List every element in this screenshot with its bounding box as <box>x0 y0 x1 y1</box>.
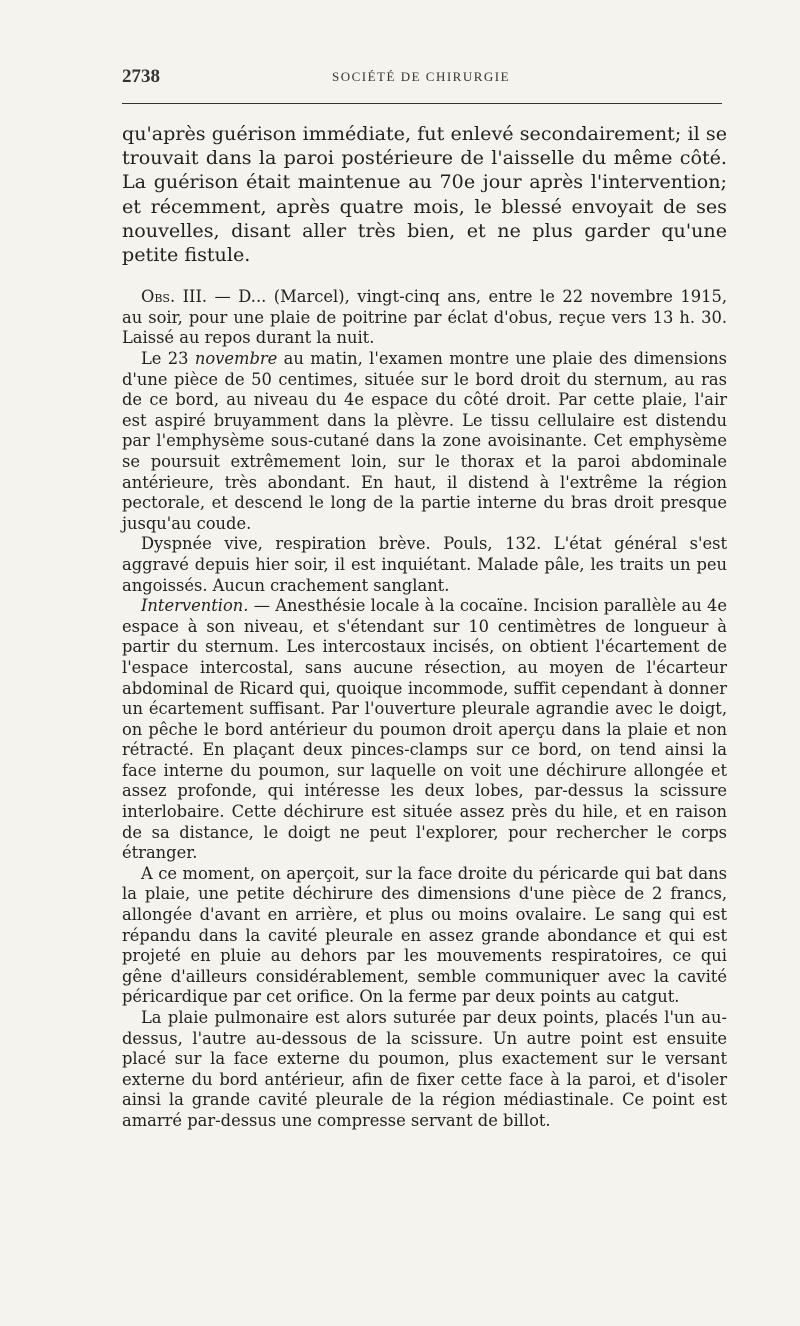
paragraph-4: Dyspnée vive, respiration brève. Pouls, 132. L'état général s'est aggravé depuis hier soir, il est inquiétant. Malade pâle, les traits un peu angoissés. Aucun crachement sanglant. <box>122 534 727 595</box>
paragraph-6: A ce moment, on aperçoit, sur la face droite du péricarde qui bat dans la plaie, une petite déchirure des dimensions d'une pièce de 2 francs, allongée d'avant en arrière, et plus ou moins ovalaire. Le sang qui est répandu dans la cavité pleurale en assez grande abondance et qui est projeté en pluie au dehors par les mouvements respiratoires, ce qui gêne d'ailleurs considérablement, semble communiquer avec la cavité péricardique par cet orifice. On la ferme par deux points au catgut. <box>122 863 727 1007</box>
paragraph-3 <box>122 349 727 534</box>
page-number: 2738 <box>122 66 160 87</box>
paragraph-3-date <box>141 349 277 368</box>
paragraph-3-date-text: Le 23 novembre <box>141 349 278 368</box>
paragraph-5-text: — Anesthésie locale à la cocaïne. Incision parallèle au 4e espace à son niveau, et s'étendant sur 10 centimètres de longueur à partir du sternum. Les intercostaux incisés, on obtient l'écartement de l'espace intercostal, sans aucune résection, au moyen de l'écarteur abdominal de Ricard qui, quoique incommode, suffit cependant à donner un écartement suffisant. Par l'ouverture pleurale agrandie avec le doigt, on pêche le bord antérieur du poumon droit aperçu dans la plaie et non rétracté. En plaçant deux pinces-clamps sur ce bord, on tend ainsi la face interne du poumon, sur laquelle on voit une déchirure allongée et assez profonde, qui intéresse les deux lobes, par-dessus la scissure interlobaire. Cette déchirure est située assez près du hile, et en raison de sa distance, le doigt ne peut l'explorer, pour rechercher le corps étranger. <box>122 596 727 863</box>
header-rule <box>122 103 722 104</box>
date-month: novembre <box>194 349 278 368</box>
paragraph-1: qu'après guérison immédiate, fut enlevé secondairement; il se trouvait dans la paroi postérieure de l'aisselle du même côté. La guérison était maintenue au 70e jour après l'intervention; et récemment, après quatre mois, le blessé envoyait de ses nouvelles, disant aller très bien, et ne plus garder qu'une petite fistule. <box>122 122 727 267</box>
paragraph-3-text: au matin, l'examen montre une plaie des dimensions d'une pièce de 50 centimes, située sur le bord droit du sternum, au ras de ce bord, au niveau du 4e espace du côté droit. Par cette plaie, l'air est aspiré bruyamment dans la plèvre. Le tissu cellulaire est distendu par l'emphysème sous-cutané dans la zone avoisinante. Cet emphysème se poursuit extrêmement loin, sur le thorax et la paroi abdominale antérieure, très abondant. En haut, il distend à l'extrême la région pectorale, et descend le long de la partie interne du bras droit presque jusqu'au coude. <box>122 349 727 533</box>
paragraph-5 <box>122 596 727 864</box>
paragraph-7: La plaie pulmonaire est alors suturée par deux points, placés l'un au-dessus, l'autre au-dessous de la scissure. Un autre point est ensuite placé sur la face externe du poumon, plus exactement sur le versant externe du bord antérieur, afin de fixer cette face à la paroi, et d'isoler ainsi la grande cavité pleurale de la région médiastinale. Ce point est amarré par-dessus une compresse servant de billot. <box>122 1008 727 1130</box>
observation-paragraph <box>122 287 727 349</box>
body-text <box>122 122 727 1132</box>
page-header <box>122 66 722 86</box>
intervention-label: Intervention. <box>141 596 249 616</box>
observation-label: Obs. III. <box>141 287 208 307</box>
observation-text: — D... (Marcel), vingt-cinq ans, entre le 22 novembre 1915, au soir, pour une plaie de poitrine par éclat d'obus, reçue vers 13 h. 30. Laissé au repos durant la nuit. <box>122 287 728 348</box>
running-title: SOCIÉTÉ DE CHIRURGIE <box>332 69 511 84</box>
